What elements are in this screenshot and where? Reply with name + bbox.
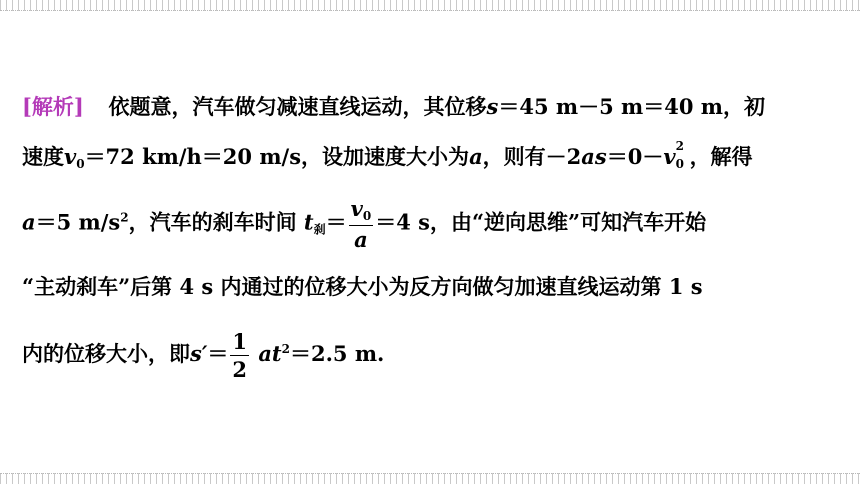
line5-text-a: 内的位移大小，即: [22, 341, 190, 366]
line3-text-c: ＝4 s，由“逆向思维”可知汽车开始: [375, 209, 707, 235]
var-v0-squared: v: [663, 144, 676, 169]
line2-text-e: ，解得: [689, 144, 753, 169]
var-s: s: [486, 94, 499, 119]
var-s-prime: s′: [190, 341, 208, 366]
equals-sign: ＝: [207, 341, 229, 366]
exponent-2: 2: [281, 342, 290, 356]
line2-text-a: 速度: [22, 144, 64, 169]
subscript-0: 0: [675, 156, 684, 171]
var-at: at: [258, 341, 282, 366]
line3-text-b: ，汽车的刹车时间: [128, 209, 297, 235]
fraction-v0-over-a: [349, 198, 374, 250]
line2-text-d: ＝0－: [606, 144, 664, 169]
solution-line-4: [22, 270, 703, 304]
solution-line-5: [22, 329, 385, 382]
var-a: a: [22, 209, 36, 235]
unit-exponent: 2: [120, 210, 129, 225]
line1-text-a: 依题意，汽车做匀减速直线运动，其位移: [108, 94, 487, 119]
fraction-one-half: [230, 331, 249, 380]
line4-text: “主动刹车”后第 4 s 内通过的位移大小为反方向做匀加速直线运动第 1 s: [22, 274, 703, 299]
fraction-numerator: $v_0$: [349, 198, 374, 226]
bottom-dotted-border: [0, 473, 860, 484]
solution-line-3: [22, 196, 707, 252]
fraction-numerator: 1: [232, 329, 247, 354]
analysis-tag: [解析]: [22, 94, 84, 119]
top-dotted-border: [0, 0, 860, 11]
var-t: t: [303, 209, 314, 235]
fraction-denominator: a: [354, 227, 368, 252]
exponent-2: 2: [675, 138, 684, 153]
line2-text-b: ＝72 km/h＝20 m/s，设加速度大小为: [84, 144, 470, 169]
line3-text-a: ＝5 m/s: [35, 209, 121, 235]
var-t-subscript: 刹: [313, 222, 326, 237]
var-a: a: [469, 144, 483, 169]
line2-text-c: ，则有－2: [482, 144, 582, 169]
line1-text-b: ＝45 m－5 m＝40 m，初: [498, 94, 765, 119]
var-v: v: [64, 144, 77, 169]
solution-line-2: [22, 140, 753, 174]
equals-sign: ＝: [325, 209, 347, 235]
fraction-denominator: 2: [232, 357, 247, 382]
solution-line-1: [22, 90, 765, 124]
var-as: as: [581, 144, 607, 169]
var-v-subscript: 0: [76, 157, 85, 171]
v0-squared-scripts: [675, 138, 690, 171]
line5-text-b: ＝2.5 m.: [289, 341, 385, 366]
